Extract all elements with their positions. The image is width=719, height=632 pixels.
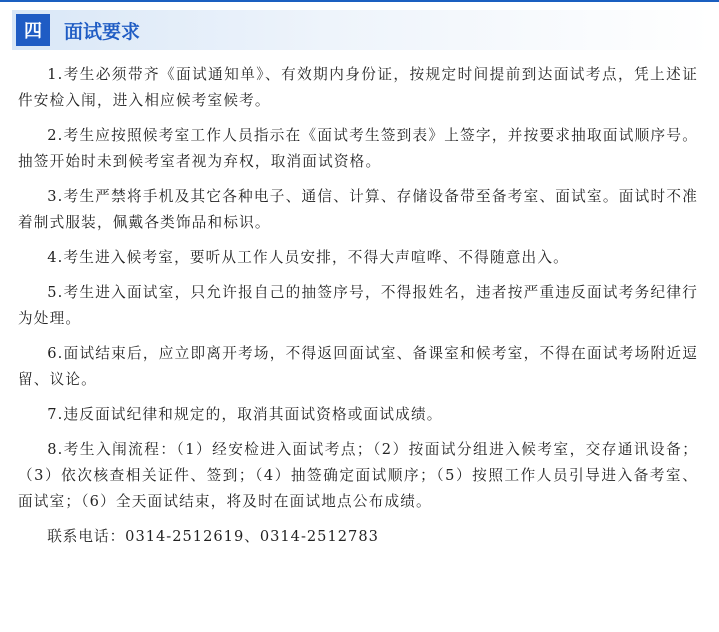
requirement-paragraph-6: 6.面试结束后，应立即离开考场，不得返回面试室、备课室和候考室，不得在面试考场附近逗留、议论。 [18,345,698,388]
requirements-body [18,62,698,550]
requirement-paragraph-4: 4.考生进入候考室，要听从工作人员安排，不得大声喧哗、不得随意出入。 [47,249,569,266]
section-title: 面试要求 [64,20,141,43]
section-number-badge: 四 [16,14,50,46]
requirement-paragraph-2: 2.考生应按照候考室工作人员指示在《面试考生签到表》上签字，并按要求抽取面试顺序号。抽签开始时未到候考室者视为弃权，取消面试资格。 [18,127,698,170]
top-rule [0,0,719,2]
requirement-paragraph-8: 8.考生入闱流程：（1）经安检进入面试考点；（2）按面试分组进入候考室，交存通讯设备；（3）依次核查相关证件、签到；（4）抽签确定面试顺序；（5）按照工作人员引导进入备考室、面试室；（6）全天面试结束，将及时在面试地点公布成绩。 [18,441,698,510]
requirement-paragraph-3: 3.考生严禁将手机及其它各种电子、通信、计算、存储设备带至备考室、面试室。面试时不准着制式服装，佩戴各类饰品和标识。 [18,188,698,231]
contact-phone: 联系电话：0314-2512619、0314-2512783 [47,528,379,545]
requirement-paragraph-7: 7.违反面试纪律和规定的，取消其面试资格或面试成绩。 [47,406,443,423]
section-header [12,10,712,50]
requirement-paragraph-5: 5.考生进入面试室，只允许报自己的抽签序号，不得报姓名，违者按严重违反面试考务纪律行为处理。 [18,284,698,327]
requirement-paragraph-1: 1.考生必须带齐《面试通知单》、有效期内身份证，按规定时间提前到达面试考点，凭上述证件安检入闱，进入相应候考室候考。 [18,66,698,109]
